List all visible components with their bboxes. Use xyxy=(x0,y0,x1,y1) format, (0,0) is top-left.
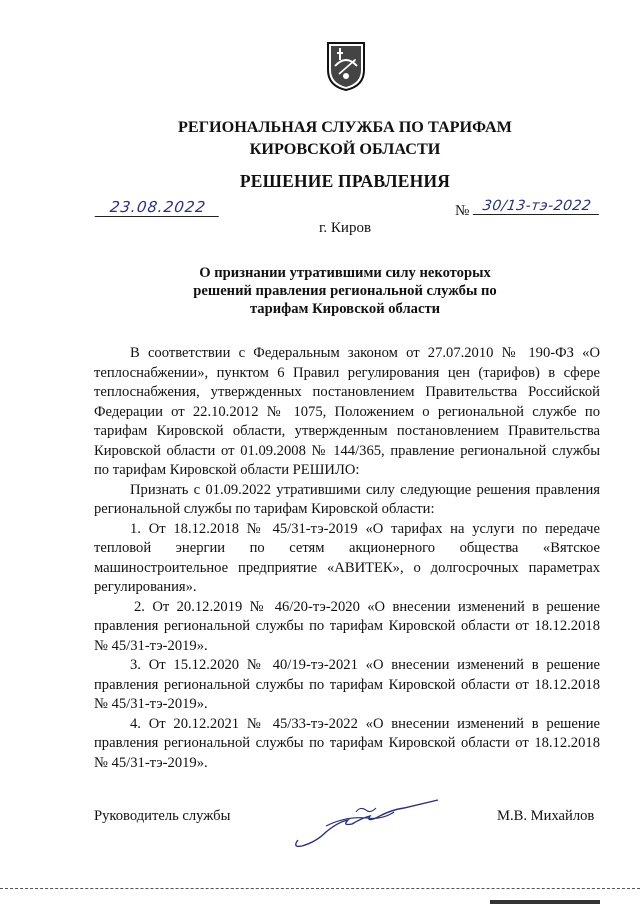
number-label: № xyxy=(455,203,470,219)
document-body xyxy=(94,344,600,773)
handwritten-signature xyxy=(286,796,446,856)
document-type: РЕШЕНИЕ ПРАВЛЕНИЯ xyxy=(239,171,451,191)
page-edge-mark xyxy=(490,900,600,904)
subject-line-1: О признании утратившими силу некоторых xyxy=(199,265,491,281)
preamble-paragraph: В соответствии с Федеральным законом от 27.07.2010 № 190-ФЗ «О теплоснабжении», пунктом 6 Правил регулирования цен (тарифов) в сфере теплоснабжения, утвержденных постановлением Правительства Российской Федерации от 22.10.2012 № 1075, Положением о региональной службе по тарифам Кировской области, утвержденным постановлением Правительства Кировской области от 01.09.2008 № 144/365, правление региональной службы по тарифам Кировской области РЕШИЛО: xyxy=(94,345,600,478)
organization-name xyxy=(0,116,640,160)
signatory-position: Руководитель службы xyxy=(94,808,231,824)
city: г. Киров xyxy=(318,220,372,236)
org-line-1: РЕГИОНАЛЬНАЯ СЛУЖБА ПО ТАРИФАМ xyxy=(178,118,512,136)
handwritten-date: 23.08.2022 xyxy=(95,198,222,217)
org-line-2: КИРОВСКОЙ ОБЛАСТИ xyxy=(249,140,441,158)
subject-line-3: тарифам Кировской области xyxy=(249,301,441,317)
coat-of-arms-emblem xyxy=(325,40,367,92)
subject-heading xyxy=(0,264,640,318)
list-item: 3. От 15.12.2020 № 40/19-тэ-2021 «О внесении изменений в решение правления региональной службы по тарифам Кировской области от 18.12.2018 № 45/31-тэ-2019». xyxy=(94,657,600,712)
handwritten-number: 30/13-тэ-2022 xyxy=(473,198,601,215)
subject-line-2: решений правления региональной службы по xyxy=(193,283,497,299)
list-item: 2. От 20.12.2019 № 46/20-тэ-2020 «О внесении изменений в решение правления региональной службы по тарифам Кировской области от 18.12.2018 № 45/31-тэ-2019». xyxy=(94,598,600,654)
signatory-name: М.В. Михайлов xyxy=(497,808,595,824)
list-item: 1. От 18.12.2018 № 45/31-тэ-2019 «О тарифах на услуги по передаче тепловой энергии по сетям акционерного общества «Вятское машиностроительное предприятие «АВИТЕК», о долгосрочных параметрах регулирования». xyxy=(94,520,600,595)
page-edge-line xyxy=(0,888,640,889)
list-item: 4. От 20.12.2021 № 45/33-тэ-2022 «О внесении изменений в решение правления региональной службы по тарифам Кировской области от 18.12.2018 № 45/31-тэ-2019». xyxy=(94,715,600,771)
decision-paragraph: Признать с 01.09.2022 утратившими силу следующие решения правления региональной службы по тарифам Кировской области: xyxy=(94,481,600,517)
